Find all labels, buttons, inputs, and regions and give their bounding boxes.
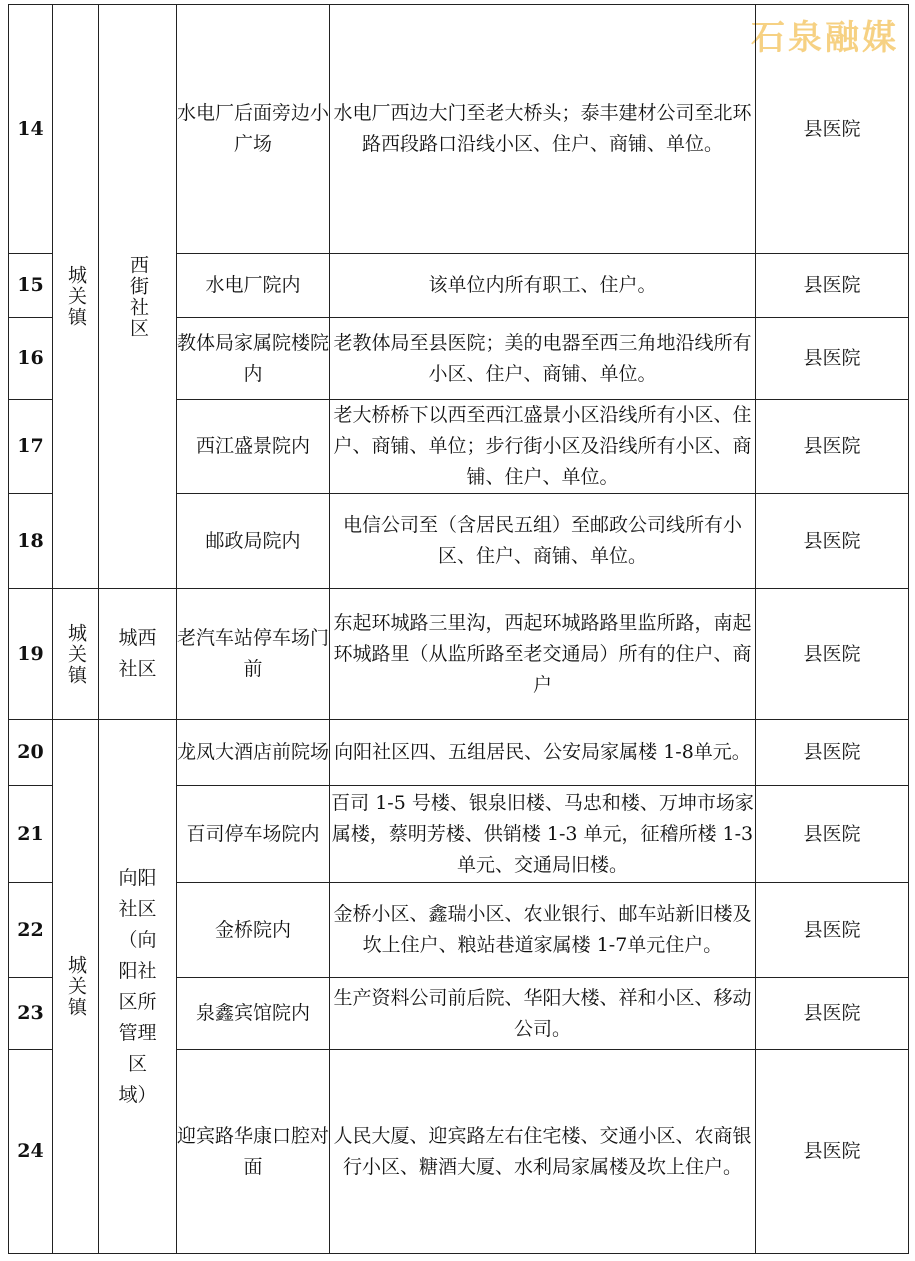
community-cell — [99, 720, 177, 1254]
hospital-cell: 县医院 — [756, 1050, 909, 1254]
area-cell: 人民大厦、迎宾路左右住宅楼、交通小区、农商银行小区、糖酒大厦、水利局家属楼及坎上住户。 — [330, 1050, 756, 1254]
area-cell: 百司 1-5 号楼、银泉旧楼、马忠和楼、万坤市场家属楼，蔡明芳楼、供销楼 1-3 单元，征稽所楼 1-3 单元、交通局旧楼。 — [330, 786, 756, 883]
area-cell: 水电厂西边大门至老大桥头；泰丰建材公司至北环路西段路口沿线小区、住户、商铺、单位。 — [330, 5, 756, 254]
town-label: 城关镇 — [65, 265, 87, 328]
row-number: 22 — [9, 883, 53, 978]
area-cell: 向阳社区四、五组居民、公安局家属楼 1-8单元。 — [330, 720, 756, 786]
area-cell: 电信公司至（含居民五组）至邮政公司线所有小区、住户、商铺、单位。 — [330, 494, 756, 589]
row-number: 21 — [9, 786, 53, 883]
row-number: 16 — [9, 318, 53, 400]
area-cell: 该单位内所有职工、住户。 — [330, 254, 756, 318]
table-row — [9, 720, 909, 786]
location-cell: 教体局家属院楼院内 — [177, 318, 330, 400]
community-cell — [99, 5, 177, 589]
location-cell: 西江盛景院内 — [177, 400, 330, 494]
location-cell: 水电厂后面旁边小广场 — [177, 5, 330, 254]
hospital-cell: 县医院 — [756, 883, 909, 978]
location-cell: 迎宾路华康口腔对面 — [177, 1050, 330, 1254]
row-number: 18 — [9, 494, 53, 589]
location-cell: 老汽车站停车场门前 — [177, 589, 330, 720]
watermark-logo: 石泉融媒 — [751, 18, 899, 58]
location-cell: 金桥院内 — [177, 883, 330, 978]
hospital-cell: 县医院 — [756, 5, 909, 254]
location-cell: 龙凤大酒店前院场 — [177, 720, 330, 786]
table-row — [9, 5, 909, 254]
area-cell: 老大桥桥下以西至西江盛景小区沿线所有小区、住户、商铺、单位；步行街小区及沿线所有小区、商铺、住户、单位。 — [330, 400, 756, 494]
table-row — [9, 589, 909, 720]
location-cell: 水电厂院内 — [177, 254, 330, 318]
town-cell — [53, 720, 99, 1254]
area-cell: 东起环城路三里沟，西起环城路路里监所路，南起环城路里（从监所路至老交通局）所有的住户、商户 — [330, 589, 756, 720]
hospital-cell: 县医院 — [756, 720, 909, 786]
row-number: 15 — [9, 254, 53, 318]
row-number: 17 — [9, 400, 53, 494]
community-label: 西街社区 — [127, 254, 149, 339]
hospital-cell: 县医院 — [756, 318, 909, 400]
area-cell: 金桥小区、鑫瑞小区、农业银行、邮车站新旧楼及坎上住户、粮站巷道家属楼 1-7单元住户。 — [330, 883, 756, 978]
row-number: 14 — [9, 5, 53, 254]
town-label: 城关镇 — [65, 622, 87, 686]
location-cell: 邮政局院内 — [177, 494, 330, 589]
community-label: 城西社区 — [118, 627, 157, 680]
community-label: 向阳社区（向阳社区所管理区域） — [118, 866, 157, 1106]
distribution-table — [8, 4, 909, 1254]
row-number: 23 — [9, 978, 53, 1050]
area-cell: 生产资料公司前后院、华阳大楼、祥和小区、移动公司。 — [330, 978, 756, 1050]
hospital-cell: 县医院 — [756, 400, 909, 494]
hospital-cell: 县医院 — [756, 978, 909, 1050]
row-number: 20 — [9, 720, 53, 786]
location-cell: 泉鑫宾馆院内 — [177, 978, 330, 1050]
community-cell — [99, 589, 177, 720]
hospital-cell: 县医院 — [756, 786, 909, 883]
location-cell: 百司停车场院内 — [177, 786, 330, 883]
hospital-cell: 县医院 — [756, 494, 909, 589]
row-number: 24 — [9, 1050, 53, 1254]
hospital-cell: 县医院 — [756, 254, 909, 318]
town-cell — [53, 5, 99, 589]
town-label: 城关镇 — [65, 955, 87, 1018]
row-number: 19 — [9, 589, 53, 720]
area-cell: 老教体局至县医院；美的电器至西三角地沿线所有小区、住户、商铺、单位。 — [330, 318, 756, 400]
hospital-cell: 县医院 — [756, 589, 909, 720]
town-cell — [53, 589, 99, 720]
